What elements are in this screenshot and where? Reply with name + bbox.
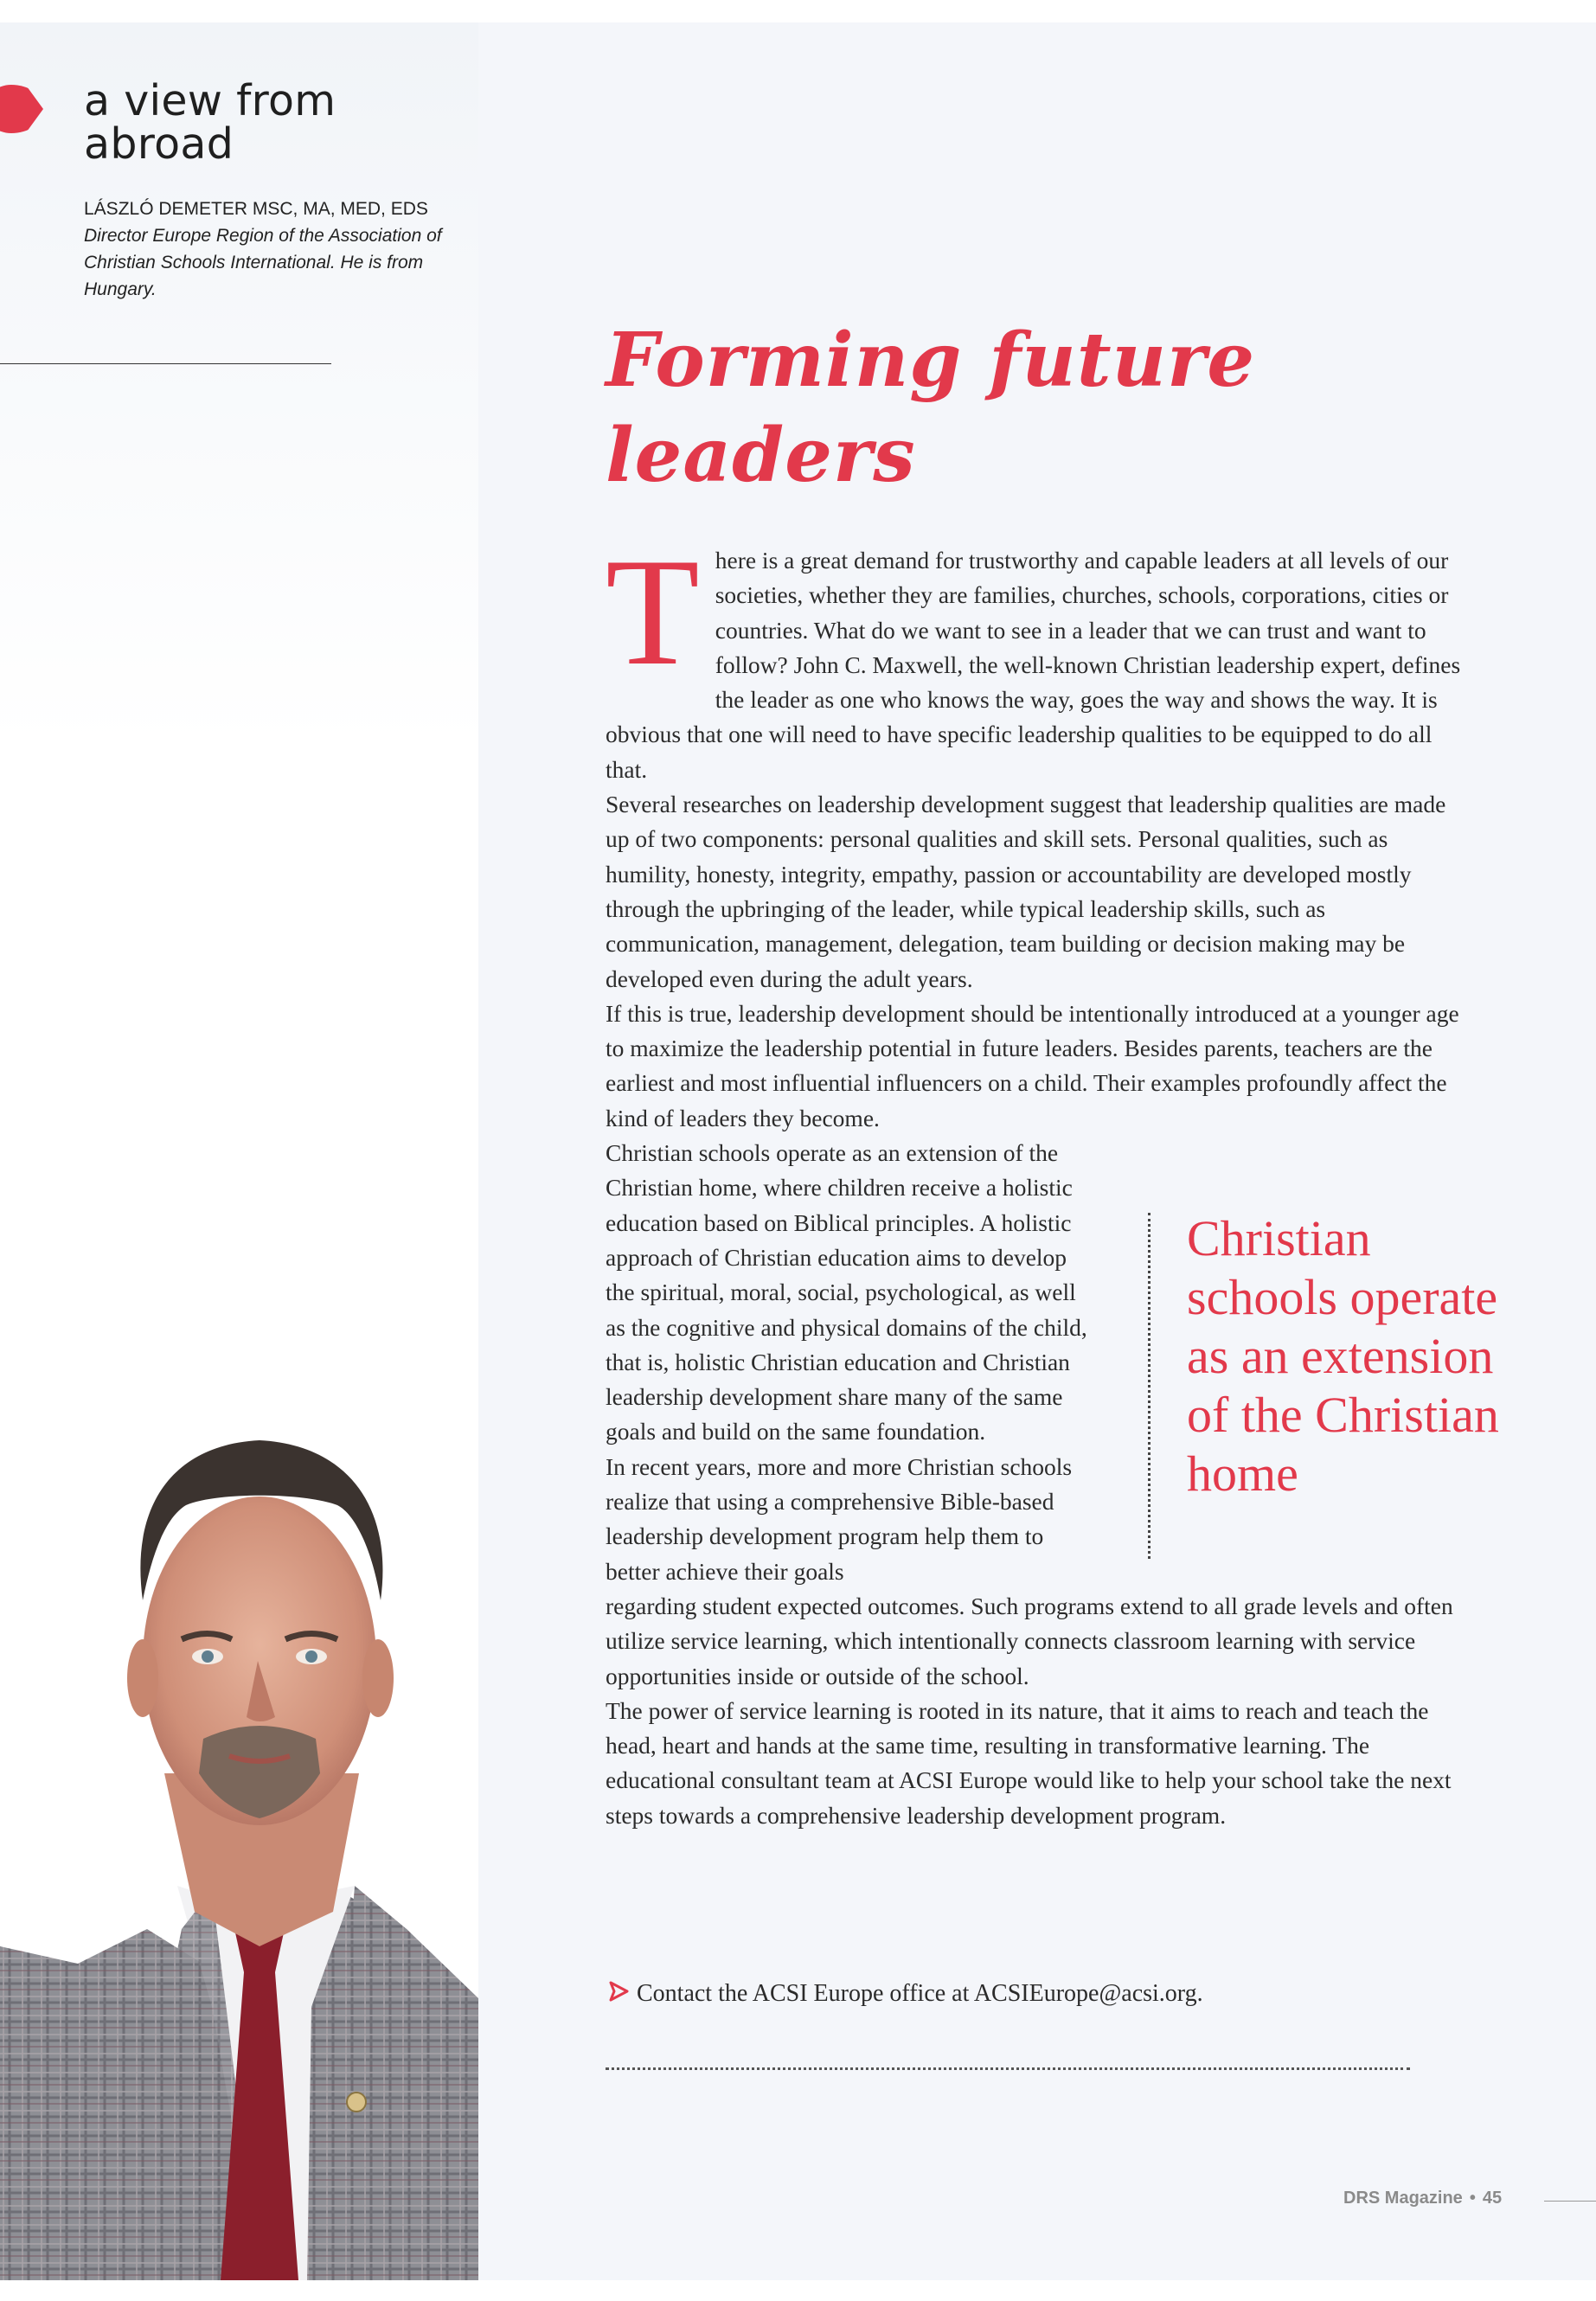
paragraph-4: Christian schools operate as an extension of the Christian home, where children receive a holistic education based on Biblical principles. A holistic approach of Christian education aims to develop the spiritual, moral, social, psychological, as well as the cognitive and physical domains of the child, that is, holistic Christian education and Christian leadership development share many of the same goals and build on the same foundation. — [606, 1139, 1087, 1445]
footer-separator: • — [1469, 2189, 1476, 2208]
drop-cap: T — [606, 526, 700, 697]
author-description: Director Europe Region of the Association of Christian Schools International. He is from Hungary. — [84, 226, 442, 299]
bottom-divider — [606, 2067, 1410, 2070]
article-title: Forming future leaders — [606, 317, 1256, 499]
author-name: LÁSZLÓ DEMETER MSC, MA, MED, EDS — [84, 199, 428, 219]
pull-quote: Christian schools operate as an extension of the Christian home — [1187, 1210, 1499, 1502]
footer-rule — [1544, 2201, 1596, 2202]
paragraph-1-text: here is a great demand for trustworthy and capable leaders at all levels of our societies, whether they are families, churches, schools, corporations, cities or countries. What do we want to see in a leader that we can trust and want to follow? John C. Maxwell, the well-known Christian leadership expert, defines the leader as one who knows the way, goes the way and shows the way. It is obvious that one will need to have specific leadership qualities to be equipped to do all that. — [606, 547, 1461, 783]
page-footer — [1343, 2189, 1502, 2208]
contact-line — [606, 1977, 1471, 2011]
paragraph-3: If this is true, leadership development should be intentionally introduced at a younger age to maximize the leadership potential in future leaders. Besides parents, teachers are the earliest and most influential influencers on a child. Their examples profoundly affect the kind of leaders they become. — [606, 999, 1459, 1131]
author-block — [84, 195, 465, 303]
magazine-name: DRS Magazine — [1343, 2189, 1463, 2208]
paragraph-6: The power of service learning is rooted in its nature, that it aims to reach and teach the head, heart and hands at the same time, resulting in transformative learning. The educational consultant team at ACSI Europe would like to help your school take the next steps towards a comprehensive leadership development program. — [606, 1696, 1452, 1829]
sidebar-divider — [0, 363, 331, 364]
section-label: a view from abroad — [84, 76, 337, 169]
paragraph-5-wide: regarding student expected outcomes. Such programs extend to all grade levels and often utilize service learning, which intentionally connects classroom learning with service opportunities inside or outside of the school. — [606, 1592, 1453, 1689]
paragraph-5-narrow: In recent years, more and more Christian schools realize that using a comprehensive Bible-based leadership development program help them to better achieve their goals — [606, 1452, 1073, 1585]
author-portrait — [0, 1289, 478, 2280]
paragraph-2: Several researches on leadership development suggest that leadership qualities are made up of two components: personal qualities and skill sets. Personal qualities, such as humility, honesty, integrity, empathy, passion or accountability are developed mostly through the upbringing of the leader, while typical leadership skills, such as communication, management, delegation, team building or decision making may be developed even during the adult years. — [606, 791, 1446, 992]
page-number: 45 — [1482, 2189, 1503, 2208]
article-body — [606, 526, 1462, 1833]
contact-text: Contact the ACSI Europe office at ACSIEurope@acsi.org. — [637, 1980, 1203, 2007]
arrow-outline-icon — [606, 1978, 631, 2004]
paragraph-1 — [606, 526, 1462, 787]
